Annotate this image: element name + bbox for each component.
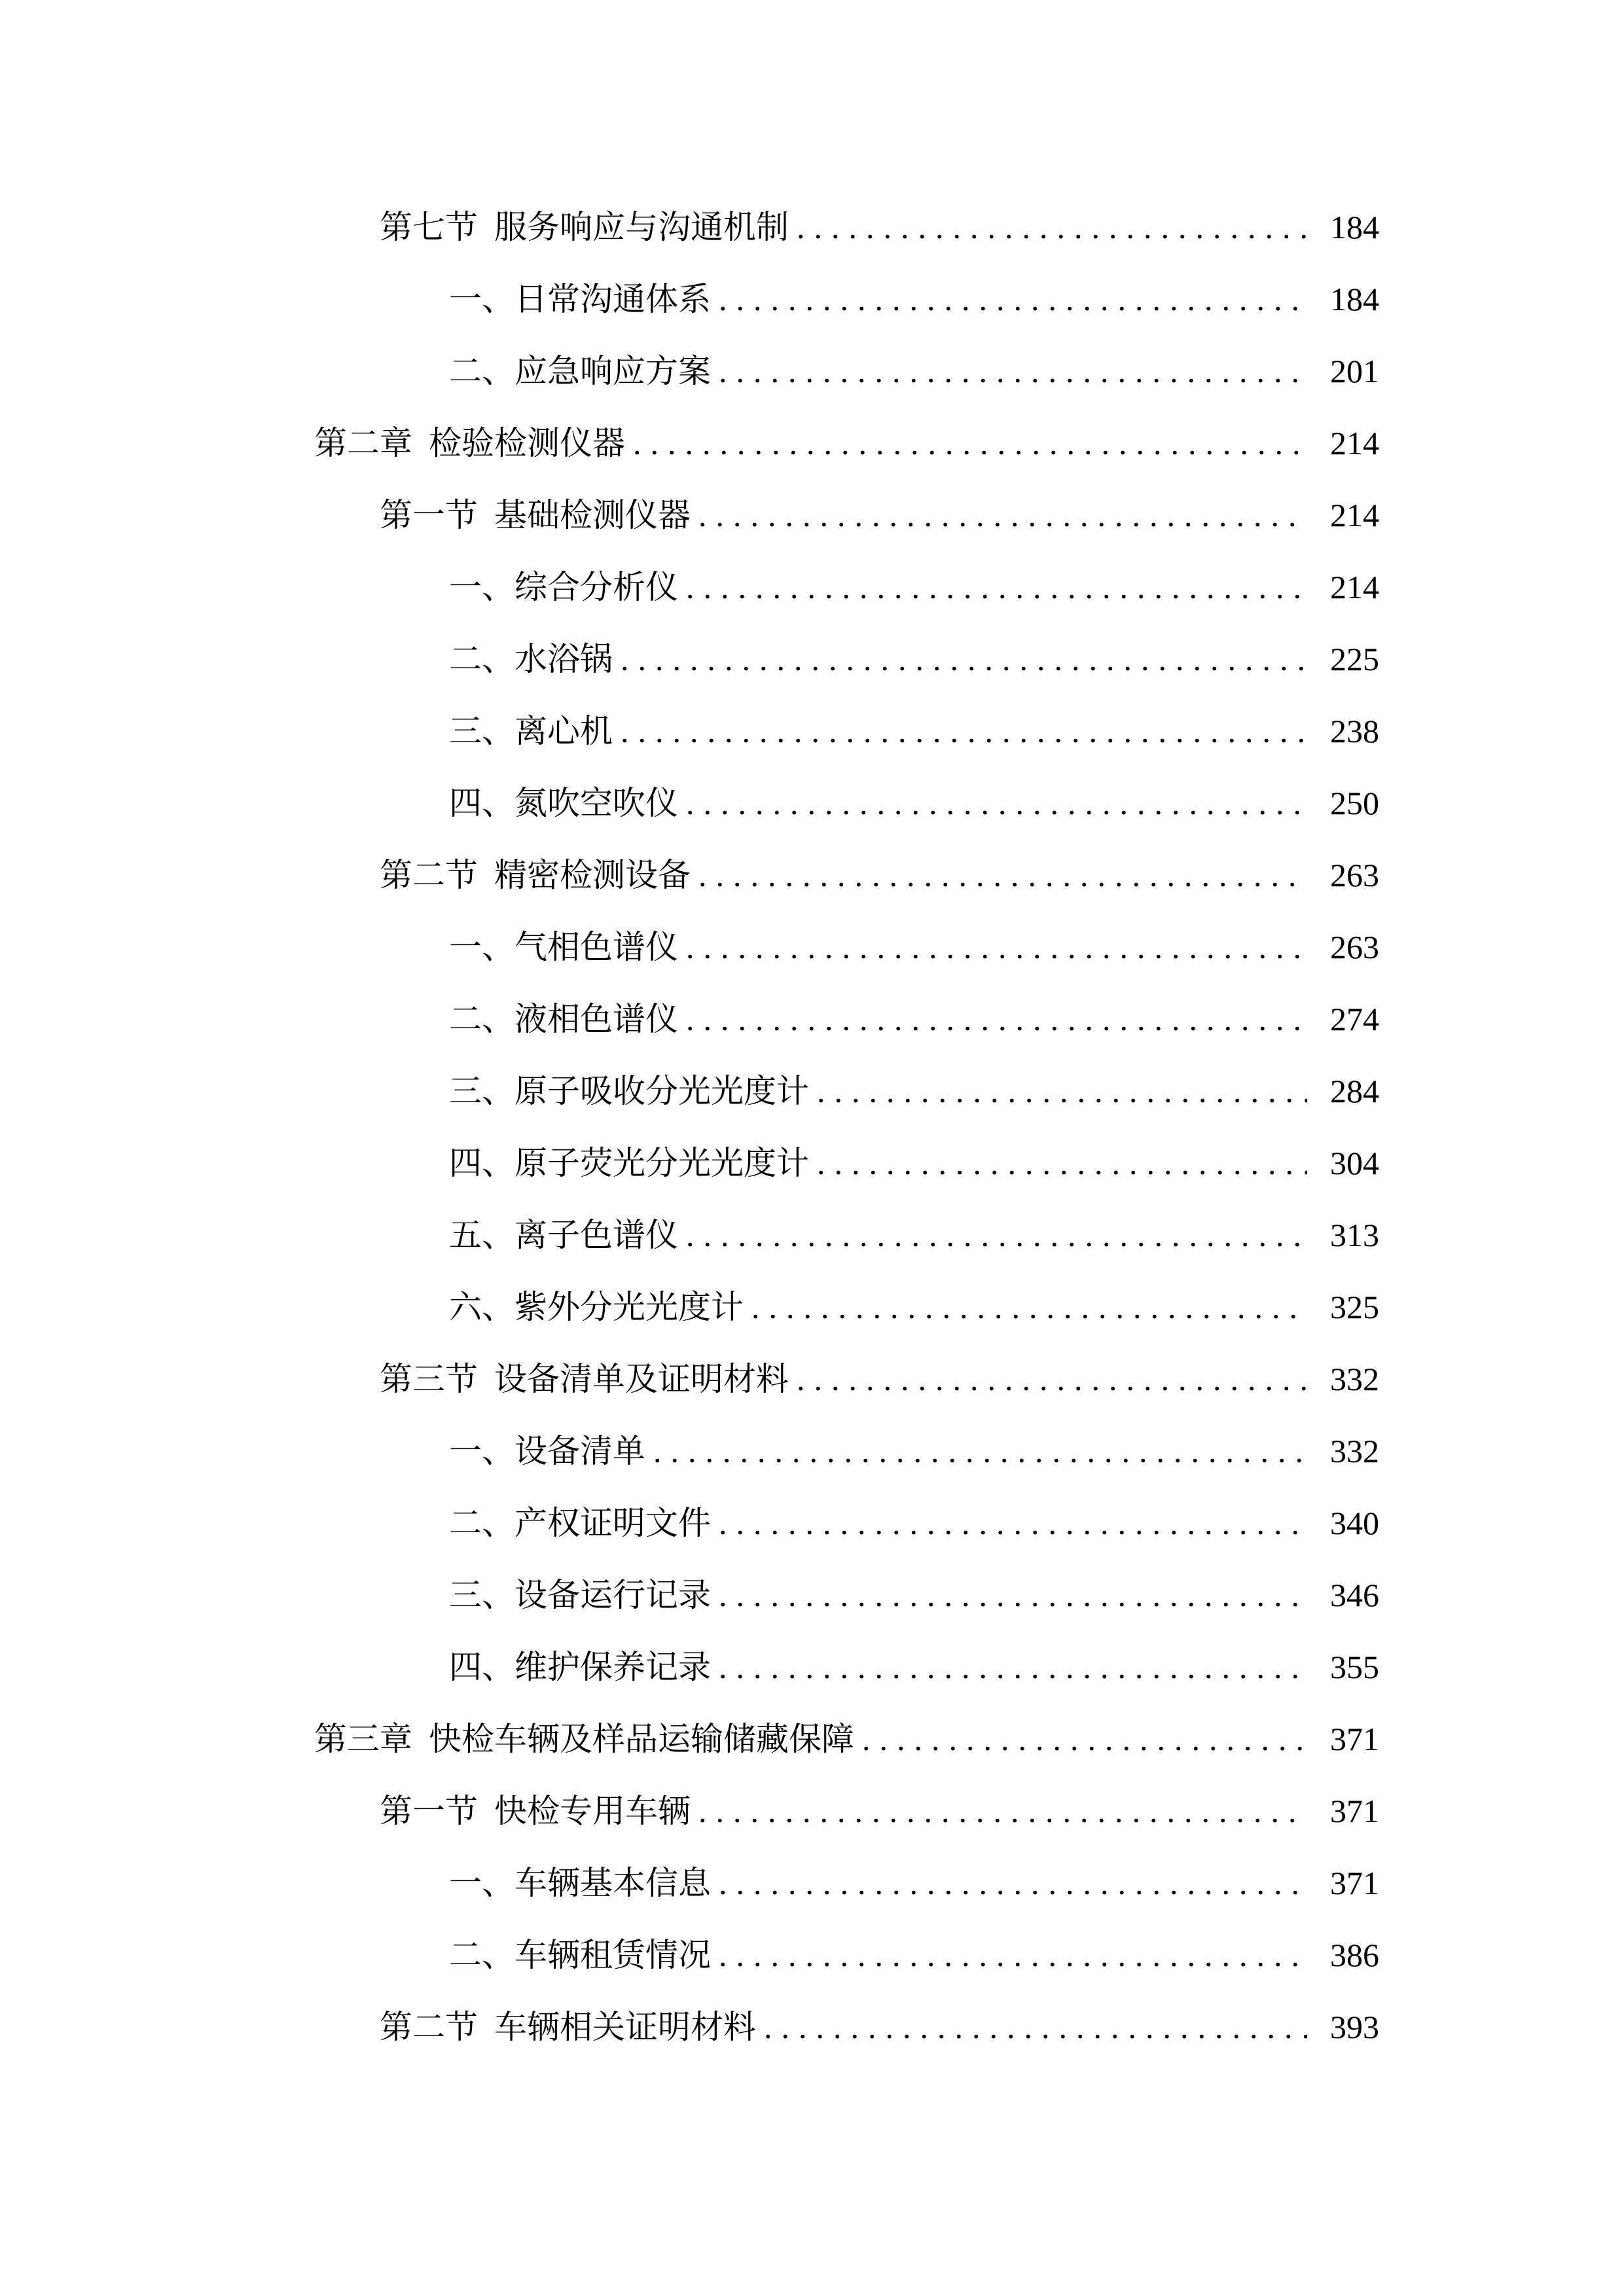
toc-entry <box>449 1631 1379 1703</box>
dot-leader <box>751 1271 1307 1343</box>
toc-entry-page: 263 <box>1330 857 1379 893</box>
toc-entry-label: 一、 <box>449 929 514 965</box>
toc-entry-label: 五、 <box>449 1217 514 1253</box>
toc-entry <box>314 407 1379 479</box>
toc-entry-page: 238 <box>1330 713 1379 749</box>
toc-entry <box>449 1559 1379 1631</box>
dot-leader <box>621 695 1307 767</box>
dot-leader <box>817 1127 1307 1199</box>
toc-entry-label: 二、 <box>449 641 514 677</box>
dot-leader <box>719 1487 1307 1559</box>
toc-entry-page: 250 <box>1330 785 1379 821</box>
toc-entry-page: 225 <box>1330 641 1379 677</box>
toc-entry-title: 气相色谱仪 <box>514 929 678 965</box>
toc-entry-label: 第三章 <box>314 1721 412 1757</box>
toc-entry-page: 346 <box>1330 1577 1379 1613</box>
toc-entry-page: 371 <box>1330 1865 1379 1901</box>
toc-entry-title: 精密检测设备 <box>494 857 691 893</box>
toc-entry-label: 二、 <box>449 1001 514 1037</box>
toc-entry <box>449 1271 1379 1343</box>
toc-entry <box>380 1343 1379 1415</box>
toc-entry <box>449 623 1379 695</box>
dot-leader <box>719 1631 1307 1703</box>
toc-entry-label: 三、 <box>449 1577 514 1613</box>
toc-entry <box>449 1415 1379 1487</box>
toc-entry <box>449 1919 1379 1991</box>
toc-entry-page: 355 <box>1330 1649 1379 1685</box>
toc-entry-label: 第一节 <box>380 497 478 533</box>
toc-entry <box>449 1055 1379 1127</box>
toc-entry <box>449 263 1379 335</box>
toc-entry-label: 一、 <box>449 1433 514 1469</box>
toc-entry-label: 第三节 <box>380 1361 478 1397</box>
dot-leader <box>764 1991 1307 2063</box>
dot-leader <box>698 479 1307 551</box>
toc-entry-page: 332 <box>1330 1433 1379 1469</box>
toc-entry-page: 340 <box>1330 1505 1379 1541</box>
dot-leader <box>653 1415 1307 1487</box>
toc-entry-title: 设备清单及证明材料 <box>494 1361 789 1397</box>
toc-entry-page: 263 <box>1330 929 1379 965</box>
toc-entry-title: 设备清单 <box>514 1433 645 1469</box>
dot-leader <box>797 191 1307 263</box>
dot-leader <box>862 1703 1307 1775</box>
toc-entry <box>449 1847 1379 1919</box>
toc-entry <box>449 911 1379 983</box>
toc-entry-label: 三、 <box>449 713 514 749</box>
toc-entry-title: 原子荧光分光光度计 <box>514 1145 809 1181</box>
toc-entry-title: 应急响应方案 <box>514 353 711 389</box>
dot-leader <box>686 767 1307 839</box>
toc-entry-page: 393 <box>1330 2009 1379 2045</box>
toc-entry-page: 214 <box>1330 497 1379 533</box>
toc-entry-label: 第二节 <box>380 857 478 893</box>
toc-entry-label: 第一节 <box>380 1793 478 1829</box>
toc-entry-title: 快检专用车辆 <box>494 1793 691 1829</box>
toc-entry <box>449 983 1379 1055</box>
toc-entry-page: 313 <box>1330 1217 1379 1253</box>
toc-entry-title: 离子色谱仪 <box>514 1217 678 1253</box>
dot-leader <box>686 983 1307 1055</box>
dot-leader <box>621 623 1307 695</box>
toc-entry-page: 214 <box>1330 425 1379 461</box>
toc-entry-label: 一、 <box>449 1865 514 1901</box>
toc-entry <box>449 767 1379 839</box>
toc-entry-label: 第七节 <box>380 209 478 245</box>
toc-entry-title: 产权证明文件 <box>514 1505 711 1541</box>
toc-entry-page: 274 <box>1330 1001 1379 1037</box>
toc-entry-page: 371 <box>1330 1721 1379 1757</box>
toc-entry-title: 检验检测仪器 <box>429 425 625 461</box>
toc-entry-title: 车辆租赁情况 <box>514 1937 711 1973</box>
toc-entry-title: 车辆基本信息 <box>514 1865 711 1901</box>
dot-leader <box>797 1343 1307 1415</box>
toc-entry <box>380 191 1379 263</box>
toc-entry <box>380 479 1379 551</box>
toc-entry-title: 基础检测仪器 <box>494 497 691 533</box>
toc-entry-page: 332 <box>1330 1361 1379 1397</box>
toc-entry-label: 一、 <box>449 569 514 605</box>
dot-leader <box>698 839 1307 911</box>
toc-entry-label: 四、 <box>449 1145 514 1181</box>
toc-entry-label: 二、 <box>449 1505 514 1541</box>
toc-entry-label: 四、 <box>449 785 514 821</box>
dot-leader <box>719 263 1307 335</box>
toc-entry-label: 四、 <box>449 1649 514 1685</box>
toc-entry-page: 304 <box>1330 1145 1379 1181</box>
toc-entry-page: 284 <box>1330 1073 1379 1109</box>
toc-entry <box>449 1127 1379 1199</box>
dot-leader <box>686 911 1307 983</box>
dot-leader <box>817 1055 1307 1127</box>
toc-entry <box>449 695 1379 767</box>
toc-entry <box>380 1991 1379 2063</box>
toc-entry-page: 184 <box>1330 281 1379 317</box>
dot-leader <box>719 335 1307 407</box>
toc-entry-page: 214 <box>1330 569 1379 605</box>
dot-leader <box>719 1559 1307 1631</box>
toc-entry-title: 维护保养记录 <box>514 1649 711 1685</box>
toc-entry-title: 快检车辆及样品运输储藏保障 <box>429 1721 854 1757</box>
toc-entry <box>380 1775 1379 1847</box>
toc-entry <box>449 1487 1379 1559</box>
toc-entry-title: 紫外分光光度计 <box>514 1289 744 1325</box>
toc-entry-label: 二、 <box>449 1937 514 1973</box>
toc-entry-page: 386 <box>1330 1937 1379 1973</box>
toc-entry-title: 氮吹空吹仪 <box>514 785 678 821</box>
toc-entry-label: 第二节 <box>380 2009 478 2045</box>
toc-entry-page: 325 <box>1330 1289 1379 1325</box>
toc-entry <box>380 839 1379 911</box>
toc-entry-label: 六、 <box>449 1289 514 1325</box>
toc-entry <box>449 1199 1379 1271</box>
dot-leader <box>719 1847 1307 1919</box>
dot-leader <box>698 1775 1307 1847</box>
toc-entry-page: 184 <box>1330 209 1379 245</box>
toc-entry-title: 离心机 <box>514 713 613 749</box>
toc-entry-title: 日常沟通体系 <box>514 281 711 317</box>
toc-entry-page: 371 <box>1330 1793 1379 1829</box>
toc-entry-title: 设备运行记录 <box>514 1577 711 1613</box>
toc-entry-title: 服务响应与沟通机制 <box>494 209 789 245</box>
toc-entry-label: 第二章 <box>314 425 412 461</box>
dot-leader <box>719 1919 1307 1991</box>
toc-entry-label: 一、 <box>449 281 514 317</box>
dot-leader <box>686 1199 1307 1271</box>
toc-entry-title: 原子吸收分光光度计 <box>514 1073 809 1109</box>
dot-leader <box>686 551 1307 623</box>
toc-entry <box>314 1703 1379 1775</box>
toc-entry-page: 201 <box>1330 353 1379 389</box>
toc-entry-label: 二、 <box>449 353 514 389</box>
toc-entry-title: 水浴锅 <box>514 641 613 677</box>
toc-entry <box>449 551 1379 623</box>
toc-entry-label: 三、 <box>449 1073 514 1109</box>
toc-entry <box>449 335 1379 407</box>
dot-leader <box>633 407 1307 479</box>
toc-entry-title: 综合分析仪 <box>514 569 678 605</box>
toc-entry-title: 车辆相关证明材料 <box>494 2009 756 2045</box>
toc-entry-title: 液相色谱仪 <box>514 1001 678 1037</box>
